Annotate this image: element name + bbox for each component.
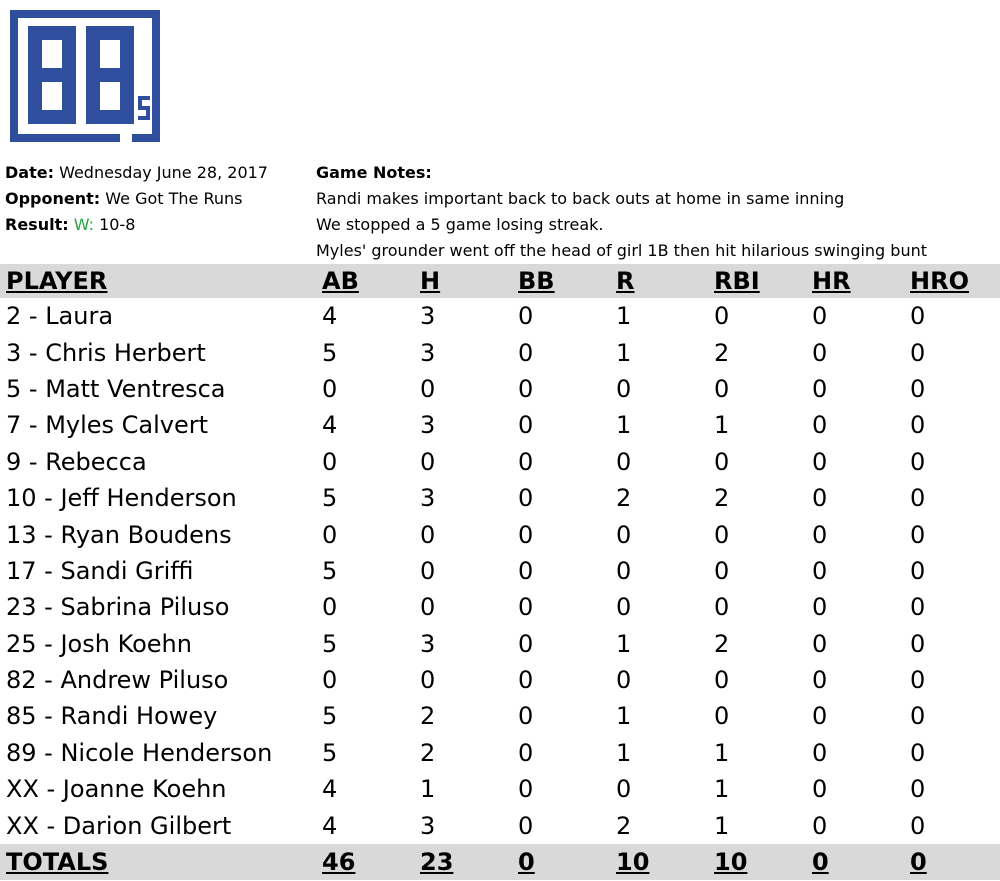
player-name: 17 - Sandi Griffi	[6, 556, 194, 585]
game-info	[5, 160, 305, 238]
hr-cell: 0	[812, 593, 828, 622]
hr-cell: 0	[812, 629, 828, 658]
bb-cell: 0	[518, 374, 534, 403]
bb-cell: 0	[518, 775, 534, 804]
hro-cell: 0	[910, 447, 926, 476]
col-header-hro: HRO	[904, 264, 1000, 298]
r-cell: 0	[616, 374, 632, 403]
hr-cell: 0	[812, 520, 828, 549]
r-cell: 1	[616, 629, 632, 658]
hr-cell: 0	[812, 738, 828, 767]
totals-r: 10	[610, 844, 708, 880]
player-name: 5 - Matt Ventresca	[6, 374, 226, 403]
totals-label: TOTALS	[0, 844, 316, 880]
ab-cell: 0	[322, 593, 338, 622]
bb-cell: 0	[518, 666, 534, 695]
r-cell: 1	[616, 302, 632, 331]
bb-cell: 0	[518, 520, 534, 549]
hro-cell: 0	[910, 520, 926, 549]
r-cell: 2	[616, 484, 632, 513]
h-cell: 2	[420, 738, 436, 767]
rbi-cell: 2	[714, 629, 730, 658]
table-row	[0, 589, 1000, 625]
h-cell: 0	[420, 374, 436, 403]
ab-cell: 5	[322, 338, 338, 367]
r-cell: 2	[616, 811, 632, 840]
table-row	[0, 626, 1000, 662]
hr-cell: 0	[812, 411, 828, 440]
r-cell: 0	[616, 593, 632, 622]
h-cell: 3	[420, 811, 436, 840]
hr-cell: 0	[812, 447, 828, 476]
r-cell: 0	[616, 556, 632, 585]
hr-cell: 0	[812, 338, 828, 367]
r-cell: 0	[616, 666, 632, 695]
totals-hro: 0	[904, 844, 1000, 880]
ab-cell: 0	[322, 666, 338, 695]
hro-cell: 0	[910, 411, 926, 440]
ab-cell: 5	[322, 629, 338, 658]
hro-cell: 0	[910, 556, 926, 585]
h-cell: 3	[420, 484, 436, 513]
opponent-value: We Got The Runs	[105, 189, 243, 208]
player-name: 23 - Sabrina Piluso	[6, 593, 230, 622]
rbi-cell: 0	[714, 666, 730, 695]
h-cell: 0	[420, 556, 436, 585]
h-cell: 0	[420, 666, 436, 695]
ab-cell: 4	[322, 775, 338, 804]
rbi-cell: 1	[714, 738, 730, 767]
bb-cell: 0	[518, 629, 534, 658]
player-name: 3 - Chris Herbert	[6, 338, 206, 367]
col-header-rbi: RBI	[708, 264, 806, 298]
player-name: 13 - Ryan Boudens	[6, 520, 232, 549]
h-cell: 3	[420, 411, 436, 440]
notes-title: Game Notes:	[316, 163, 432, 182]
table-row	[0, 698, 1000, 734]
rbi-cell: 0	[714, 520, 730, 549]
r-cell: 0	[616, 775, 632, 804]
result-line	[5, 212, 305, 238]
rbi-cell: 1	[714, 775, 730, 804]
ab-cell: 0	[322, 520, 338, 549]
hr-cell: 0	[812, 484, 828, 513]
player-name: 85 - Randi Howey	[6, 702, 218, 731]
table-row	[0, 334, 1000, 370]
col-header-ab: AB	[316, 264, 414, 298]
h-cell: 0	[420, 447, 436, 476]
bb-cell: 0	[518, 447, 534, 476]
ab-cell: 4	[322, 411, 338, 440]
rbi-cell: 0	[714, 447, 730, 476]
note-line: We stopped a 5 game losing streak.	[316, 215, 604, 234]
header-row	[0, 264, 1000, 298]
ab-cell: 5	[322, 484, 338, 513]
r-cell: 1	[616, 702, 632, 731]
rbi-cell: 2	[714, 338, 730, 367]
h-cell: 0	[420, 520, 436, 549]
totals-row	[0, 844, 1000, 880]
hro-cell: 0	[910, 302, 926, 331]
table-row	[0, 662, 1000, 698]
hro-cell: 0	[910, 666, 926, 695]
bb-cell: 0	[518, 702, 534, 731]
team-logo	[0, 0, 170, 150]
batting-stats-table	[0, 264, 1000, 880]
bb-cell: 0	[518, 556, 534, 585]
hro-cell: 0	[910, 593, 926, 622]
hro-cell: 0	[910, 811, 926, 840]
totals-hr: 0	[806, 844, 904, 880]
table-row	[0, 516, 1000, 552]
rbi-cell: 0	[714, 702, 730, 731]
ab-cell: 4	[322, 302, 338, 331]
player-name: XX - Joanne Koehn	[6, 775, 227, 804]
rbi-cell: 1	[714, 411, 730, 440]
rbi-cell: 1	[714, 811, 730, 840]
hro-cell: 0	[910, 738, 926, 767]
hro-cell: 0	[910, 374, 926, 403]
h-cell: 0	[420, 593, 436, 622]
totals-bb: 0	[512, 844, 610, 880]
result-win: W:	[73, 215, 94, 234]
table-row	[0, 480, 1000, 516]
hr-cell: 0	[812, 556, 828, 585]
table-row	[0, 298, 1000, 334]
bb-cell: 0	[518, 338, 534, 367]
table-row	[0, 444, 1000, 480]
col-header-h: H	[414, 264, 512, 298]
date-line	[5, 160, 305, 186]
col-header-player: PLAYER	[0, 264, 316, 298]
ab-cell: 4	[322, 811, 338, 840]
player-name: 7 - Myles Calvert	[6, 411, 209, 440]
totals-ab: 46	[316, 844, 414, 880]
h-cell: 3	[420, 629, 436, 658]
table-row	[0, 807, 1000, 843]
hr-cell: 0	[812, 811, 828, 840]
player-name: 25 - Josh Koehn	[6, 629, 192, 658]
opponent-label: Opponent:	[5, 189, 101, 208]
bb-cell: 0	[518, 302, 534, 331]
table-row	[0, 771, 1000, 807]
table-row	[0, 735, 1000, 771]
r-cell: 1	[616, 411, 632, 440]
bb-cell: 0	[518, 738, 534, 767]
bb-cell: 0	[518, 411, 534, 440]
table-row	[0, 371, 1000, 407]
h-cell: 3	[420, 302, 436, 331]
result-label: Result:	[5, 215, 69, 234]
r-cell: 0	[616, 447, 632, 476]
player-name: 2 - Laura	[6, 302, 114, 331]
date-value: Wednesday June 28, 2017	[59, 163, 268, 182]
rbi-cell: 0	[714, 593, 730, 622]
player-name: 89 - Nicole Henderson	[6, 738, 273, 767]
r-cell: 0	[616, 520, 632, 549]
col-header-hr: HR	[806, 264, 904, 298]
opponent-line	[5, 186, 305, 212]
game-notes	[316, 160, 996, 264]
note-line: Myles' grounder went off the head of girl 1B then hit hilarious swinging bunt	[316, 241, 928, 260]
totals-rbi: 10	[708, 844, 806, 880]
player-name: XX - Darion Gilbert	[6, 811, 232, 840]
hro-cell: 0	[910, 702, 926, 731]
col-header-r: R	[610, 264, 708, 298]
date-label: Date:	[5, 163, 54, 182]
table-row	[0, 407, 1000, 443]
hr-cell: 0	[812, 775, 828, 804]
hro-cell: 0	[910, 338, 926, 367]
h-cell: 1	[420, 775, 436, 804]
bb-cell: 0	[518, 811, 534, 840]
hro-cell: 0	[910, 629, 926, 658]
r-cell: 1	[616, 738, 632, 767]
player-name: 82 - Andrew Piluso	[6, 666, 229, 695]
ab-cell: 5	[322, 556, 338, 585]
h-cell: 3	[420, 338, 436, 367]
player-name: 10 - Jeff Henderson	[6, 484, 237, 513]
hr-cell: 0	[812, 666, 828, 695]
h-cell: 2	[420, 702, 436, 731]
hro-cell: 0	[910, 775, 926, 804]
rbi-cell: 0	[714, 374, 730, 403]
bb-cell: 0	[518, 484, 534, 513]
r-cell: 1	[616, 338, 632, 367]
note-line: Randi makes important back to back outs at home in same inning	[316, 189, 845, 208]
stats-body	[0, 298, 1000, 844]
table-row	[0, 553, 1000, 589]
hr-cell: 0	[812, 374, 828, 403]
ab-cell: 5	[322, 738, 338, 767]
hr-cell: 0	[812, 302, 828, 331]
ab-cell: 0	[322, 374, 338, 403]
result-score: 10-8	[99, 215, 136, 234]
rbi-cell: 2	[714, 484, 730, 513]
ab-cell: 0	[322, 447, 338, 476]
bb-cell: 0	[518, 593, 534, 622]
rbi-cell: 0	[714, 556, 730, 585]
ab-cell: 5	[322, 702, 338, 731]
player-name: 9 - Rebecca	[6, 447, 147, 476]
hr-cell: 0	[812, 702, 828, 731]
totals-h: 23	[414, 844, 512, 880]
col-header-bb: BB	[512, 264, 610, 298]
hro-cell: 0	[910, 484, 926, 513]
rbi-cell: 0	[714, 302, 730, 331]
